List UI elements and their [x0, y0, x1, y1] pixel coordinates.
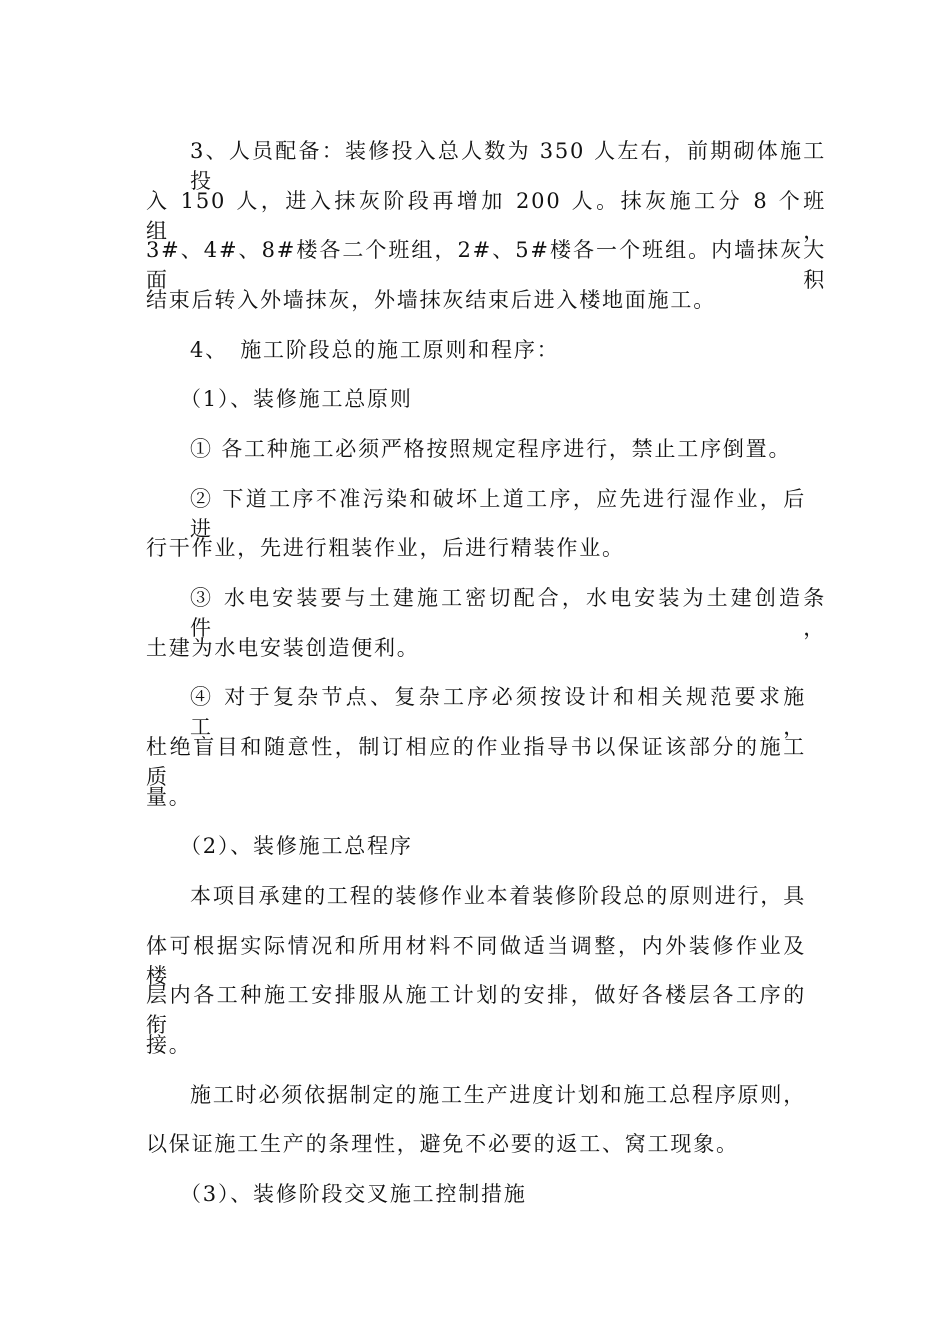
procedure-paragraph-line-4: 接。: [146, 1033, 192, 1057]
paragraph-staffing-line-4: 结束后转入外墙抹灰，外墙抹灰结束后进入楼地面施工。: [146, 288, 716, 312]
principle-item-2-line-2: 行干作业，先进行粗装作业，后进行精装作业。: [146, 536, 625, 560]
subsection-heading-1: （1）、装修施工总原则: [180, 387, 413, 411]
section-heading-4: 4、 施工阶段总的施工原则和程序：: [190, 338, 560, 362]
principle-item-1: ① 各工种施工必须严格按照规定程序进行，禁止工序倒置。: [190, 437, 792, 461]
paragraph-staffing-line-3: 3#、4#、8#楼各二个班组，2#、5#楼各一个班组。内墙抹灰大面积: [146, 238, 826, 292]
paragraph-staffing-line-1: 3、人员配备：装修投入总人数为 350 人左右，前期砌体施工投: [190, 139, 826, 193]
procedure-paragraph-line-1: 本项目承建的工程的装修作业本着装修阶段总的原则进行，具: [190, 884, 806, 908]
principle-item-3-line-1: ③ 水电安装要与土建施工密切配合，水电安装为土建创造条件，: [190, 586, 826, 640]
principle-item-4-line-2: 杜绝盲目和随意性，制订相应的作业指导书以保证该部分的施工质: [146, 735, 806, 789]
principle-item-3-line-2: 土建为水电安装创造便利。: [146, 636, 420, 660]
principle-item-4-line-1: ④ 对于复杂节点、复杂工序必须按设计和相关规范要求施工，: [190, 685, 806, 739]
paragraph-staffing-line-2: 入 150 人，进入抹灰阶段再增加 200 人。抹灰施工分 8 个班组，: [146, 189, 826, 243]
subsection-heading-2: （2）、装修施工总程序: [180, 834, 413, 858]
subsection-heading-3: （3）、装修阶段交叉施工控制措施: [180, 1182, 527, 1206]
principle-item-4-line-3: 量。: [146, 785, 192, 809]
schedule-paragraph-line-1: 施工时必须依据制定的施工生产进度计划和施工总程序原则，: [190, 1083, 806, 1107]
procedure-paragraph-line-2: 体可根据实际情况和所用材料不同做适当调整，内外装修作业及楼: [146, 934, 806, 988]
schedule-paragraph-line-2: 以保证施工生产的条理性，避免不必要的返工、窝工现象。: [146, 1132, 739, 1156]
principle-item-2-line-1: ② 下道工序不准污染和破坏上道工序，应先进行湿作业，后进: [190, 487, 806, 541]
procedure-paragraph-line-3: 层内各工种施工安排服从施工计划的安排，做好各楼层各工序的衔: [146, 983, 806, 1037]
